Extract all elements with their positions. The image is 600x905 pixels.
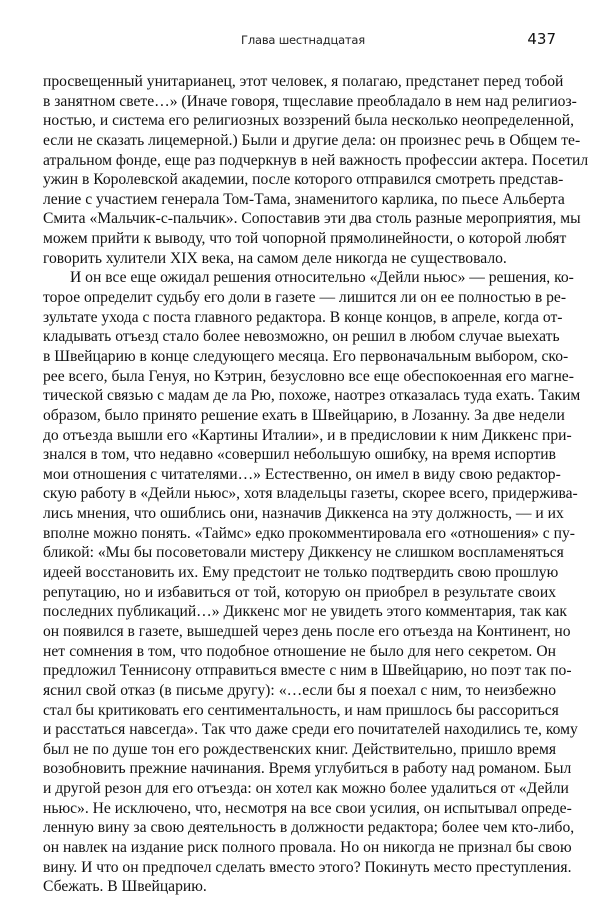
text-line: образом, было принято решение ехать в Швейцарию, в Лозанну. За две недели: [43, 406, 565, 424]
text-line: ньюс». Не исключено, что, несмотря на все свои усилия, он испытывал опреде-: [43, 799, 572, 817]
text-line: ление с участием генерала Том-Тама, знаменитого карлика, по пьесе Альберта: [43, 190, 565, 208]
text-line: в занятном свете…» (Иначе говоря, тщеславие преобладало в нем над религиоз-: [43, 92, 577, 110]
text-line: возобновить прежние начинания. Время углубиться в работу над романом. Был: [43, 760, 572, 778]
text-line: предложил Теннисону отправиться вместе с ним в Швейцарию, но поэт так по-: [43, 662, 572, 680]
text-line: Смита «Мальчик-с-пальчик». Сопоставив эти два столь разные мероприятия, мы: [43, 210, 581, 228]
text-line: тической связью с мадам де ла Рю, похоже, наотрез отказалась туда ехать. Таким: [43, 387, 581, 405]
page-number: 437: [527, 30, 556, 48]
text-line: торое определит судьбу его доли в газете — лишится ли он ее полностью в ре-: [43, 289, 567, 307]
text-line: стал бы критиковать его сентиментальность, и нам пришлось бы рассориться: [43, 701, 559, 719]
text-line: репутацию, но и избавиться от той, которую он приобрел в результате своих: [43, 583, 556, 601]
text-line: ленную вину за свою деятельность в должности редактора; более чем кто-либо,: [43, 819, 575, 837]
text-line: знался в том, что недавно «совершил небольшую ошибку, на время испортив: [43, 446, 556, 464]
text-line: просвещенный унитарианец, этот человек, я полагаю, предстанет перед тобой: [43, 73, 564, 90]
text-line: в Швейцарию в конце следующего месяца. Его первоначальным выбором, ско-: [43, 347, 569, 365]
text-line: вполне можно понять. «Таймс» едко прокомментировала его «отношения» с пу-: [43, 524, 575, 542]
text-line: лись мнения, что ошиблись они, назначив Диккенса на эту должность, — и их: [43, 505, 564, 523]
paragraph: [43, 72, 589, 268]
text-line: последних публикаций…» Диккенс мог не увидеть этого комментария, так как: [43, 603, 567, 621]
paragraph: [43, 268, 581, 897]
text-line: и другой резон для его отъезда: он хотел как можно более удалиться от «Дейли: [43, 780, 569, 798]
text-line: до отъезда вышли его «Картины Италии», и в предисловии к ним Диккенс при-: [43, 426, 572, 444]
text-line: ужин в Королевской академии, после которого отправился смотреть представ-: [43, 171, 564, 189]
text-line: И он все еще ожидал решения относительно «Дейли ньюс» — решения, ко-: [70, 269, 574, 287]
text-line: кладывать отъезд стало более невозможно, он решил в любом случае выехать: [43, 328, 560, 346]
text-line: вину. И что он предпочел сделать вместо этого? Покинуть место преступления.: [43, 858, 572, 876]
text-line: идеей восстановить их. Ему предстоит не только подтвердить свою прошлую: [43, 564, 559, 582]
text-line: он навлек на издание риск полного провала. Но он никогда не признал бы свою: [43, 838, 572, 856]
text-line: был не по душе тон его рождественских книг. Действительно, пришло время: [43, 740, 556, 758]
text-line: рее всего, была Генуя, но Кэтрин, безусловно все еще обеспокоенная его магне-: [43, 367, 574, 385]
text-line: яснил свой отказ (в письме другу): «…если бы я поехал с ним, то неизбежно: [43, 681, 556, 699]
text-line: зультате ухода с поста главного редактора. В конце концов, в апреле, когда от-: [43, 308, 563, 326]
body-text: [43, 72, 589, 897]
text-line: говорить хулители XIX века, на самом деле никогда не существовало.: [43, 249, 507, 267]
text-line: нет сомнения в том, что подобное отношение не было для него секретом. Он: [43, 642, 556, 660]
text-line: он появился в газете, вышедшей через день после его отъезда на Континент, но: [43, 622, 571, 640]
text-line: можем прийти к выводу, что той чопорной прямолинейности, о которой любят: [43, 230, 567, 248]
text-line: мои отношения с читателями…» Естественно, он имел в виду свою редактор-: [43, 465, 561, 483]
text-line: если не сказать лицемерной.) Были и другие дела: он произнес речь в Общем те-: [43, 131, 581, 149]
text-line: ностью, и система его религиозных воззрений была несколько неопределенной,: [43, 112, 575, 130]
text-line: и расстаться навсегда». Так что даже среди его почитателей находились те, кому: [43, 721, 578, 739]
text-line: Сбежать. В Швейцарию.: [43, 878, 207, 896]
text-line: атральном фонде, еще раз подчеркнув в ней важность профессии актера. Посетил: [43, 151, 589, 169]
page-header: [50, 30, 556, 53]
text-line: скую работу в «Дейли ньюс», хотя владельцы газеты, скорее всего, придержива-: [43, 485, 578, 503]
text-line: бликой: «Мы бы посоветовали мистеру Диккенсу не слишком воспламеняться: [43, 544, 564, 562]
running-head: Глава шестнадцатая: [241, 33, 365, 47]
